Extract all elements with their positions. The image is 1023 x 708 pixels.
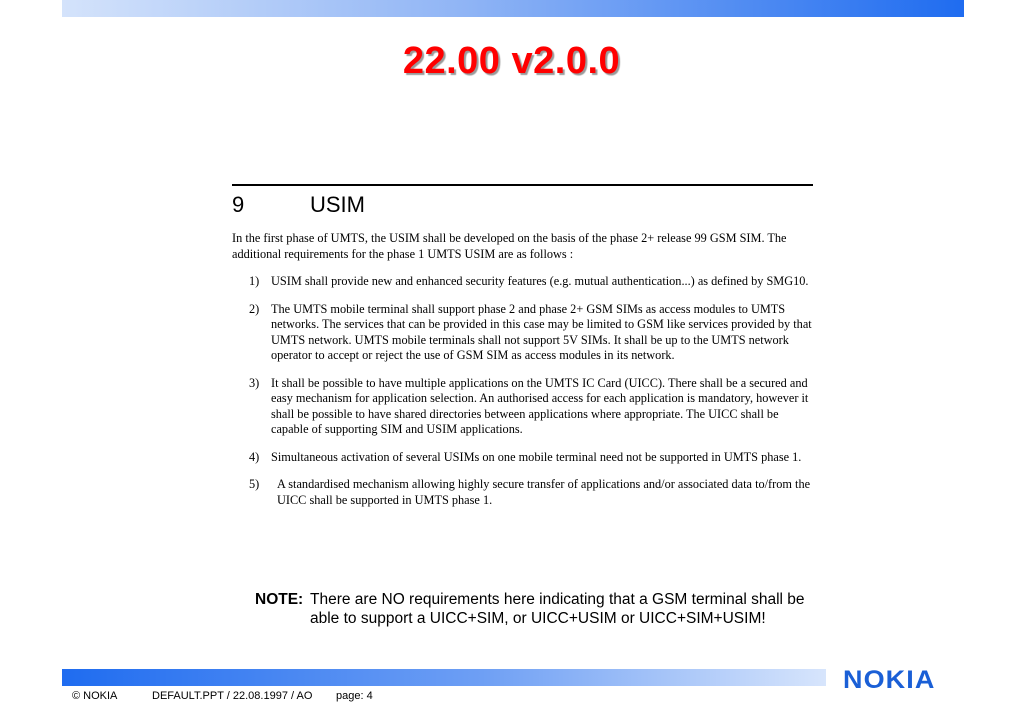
list-item-text: The UMTS mobile terminal shall support phase 2 and phase 2+ GSM SIMs as access modules to UMTS networks. The services that can be provided in this case may be limited to GSM like services provided by that UMTS network. UMTS mobile terminals shall not support 5V SIMs. It shall be up to the UMTS network operator to accept or reject the use of GSM SIM as access modules in its network. <box>271 301 812 362</box>
requirements-list <box>249 274 815 520</box>
intro-paragraph: In the first phase of UMTS, the USIM shall be developed on the basis of the phase 2+ release 99 GSM SIM. The additional requirements for the phase 1 UMTS USIM are as follows : <box>232 231 787 261</box>
list-item <box>249 302 815 364</box>
footer-page-number: page: 4 <box>336 690 373 702</box>
slide-title: 22.00 v2.0.0 <box>402 40 621 82</box>
footer-copyright: © NOKIA <box>72 690 118 702</box>
list-item-number: 4) <box>249 449 260 464</box>
list-item-text: It shall be possible to have multiple applications on the UMTS IC Card (UICC). There shall be a secured and easy mechanism for application selection. An authorised access for each application is mandatory, however it shall be possible to have shared directories between applications where appropriate. The UICC shall be capable of supporting SIM and USIM applications. <box>271 375 809 436</box>
list-item <box>249 274 815 290</box>
list-item-number: 5) <box>249 477 260 491</box>
list-item-text: USIM shall provide new and enhanced security features (e.g. mutual authentication...) as defined by SMG10. <box>271 274 809 288</box>
list-item <box>249 376 815 438</box>
note-label: NOTE: <box>255 591 304 608</box>
list-item-number: 3) <box>249 375 260 390</box>
list-item <box>249 477 815 508</box>
section-number: 9 <box>232 192 245 217</box>
section-title: USIM <box>310 192 365 217</box>
nokia-logo: NOKIA <box>843 666 936 694</box>
bottom-gradient-bar <box>62 669 826 686</box>
section-rule <box>232 184 813 186</box>
list-item-number: 2) <box>249 301 260 316</box>
list-item-text: A standardised mechanism allowing highly secure transfer of applications and/or associated data to/from the UICC shall be supported in UMTS phase 1. <box>277 477 811 507</box>
top-gradient-bar <box>62 0 964 17</box>
list-item <box>249 450 815 466</box>
footer-file-info: DEFAULT.PPT / 22.08.1997 / AO <box>152 690 313 702</box>
note-text: There are NO requirements here indicating that a GSM terminal shall be able to support a UICC+SIM, or UICC+USIM or UICC+SIM+USIM! <box>310 591 805 627</box>
list-item-text: Simultaneous activation of several USIMs on one mobile terminal need not be supported in UMTS phase 1. <box>271 449 802 464</box>
note-block <box>255 590 825 628</box>
list-item-number: 1) <box>249 274 260 288</box>
